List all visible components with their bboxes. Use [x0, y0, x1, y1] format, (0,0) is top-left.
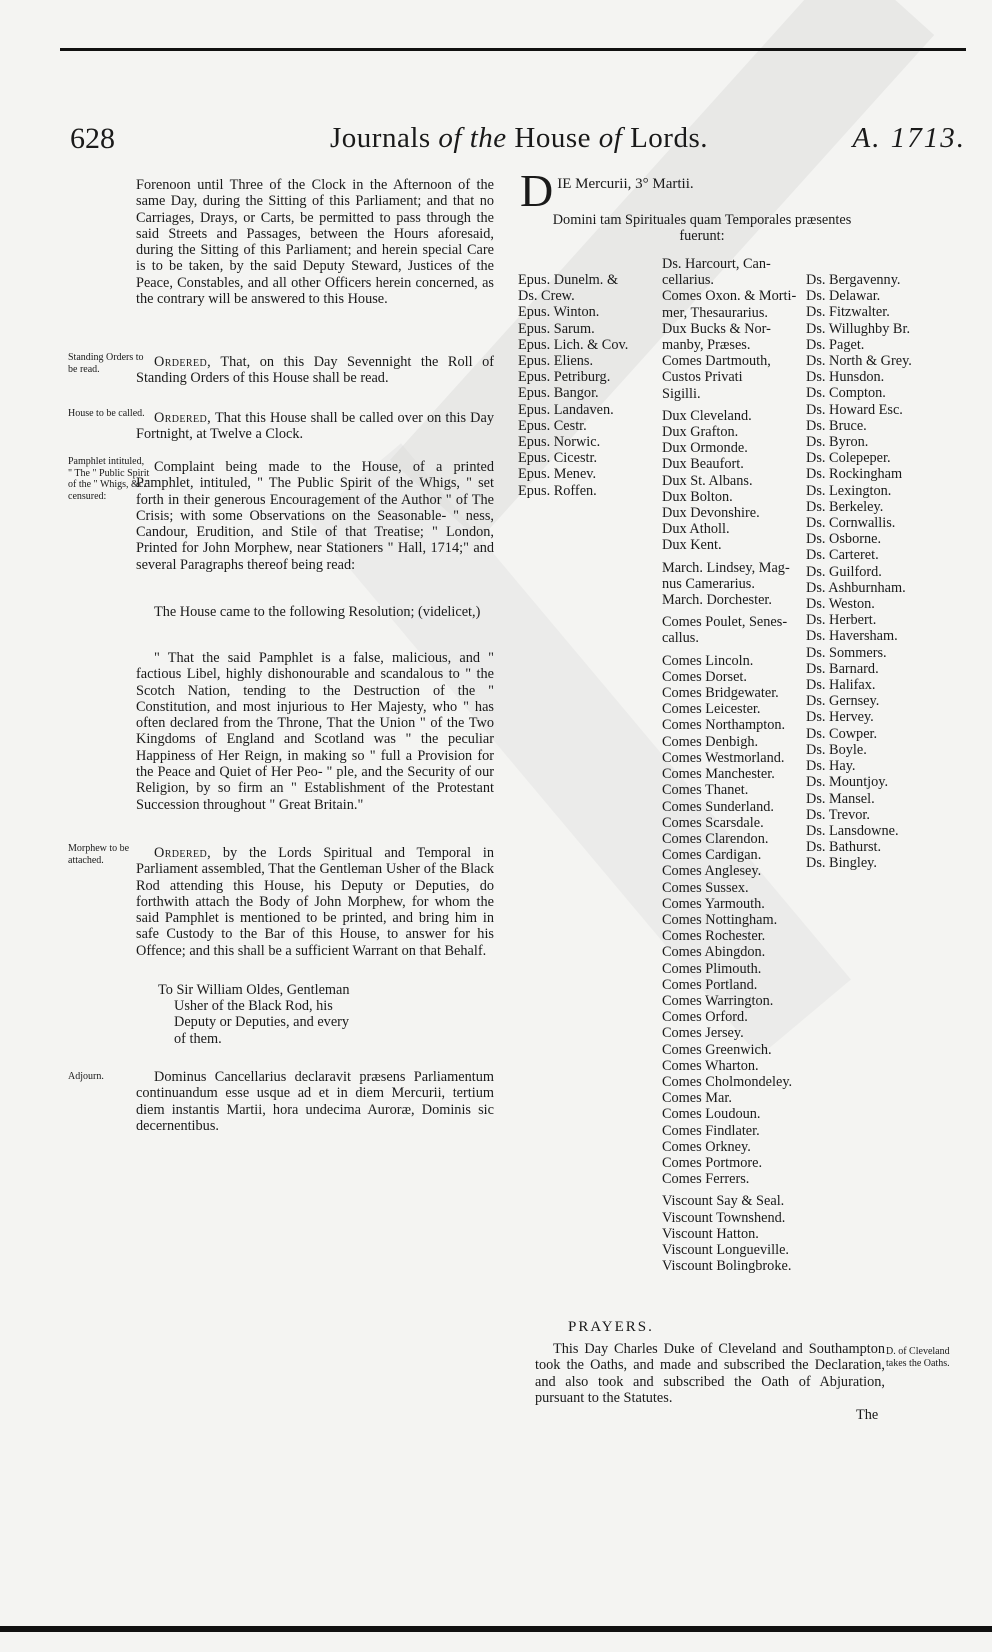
- temporal-lord-entry: Comes Dartmouth,: [662, 353, 771, 370]
- bishop-entry: Epus. Sarum.: [518, 320, 595, 337]
- bishop-entry: Epus. Eliens.: [518, 353, 594, 370]
- temporal-lord-entry: cellarius.: [662, 272, 715, 289]
- temporal-lord-entry: Comes Dorset.: [662, 668, 747, 685]
- temporal-lord-entry: Comes Loudoun.: [662, 1106, 761, 1123]
- bishop-entry: Epus. Roffen.: [518, 482, 597, 499]
- top-rule: [60, 48, 966, 51]
- baron-entry: Ds. Ashburnham.: [806, 579, 906, 596]
- temporal-lord-entry: Comes Portland.: [662, 976, 758, 993]
- temporal-lord-entry: Comes Greenwich.: [662, 1041, 772, 1058]
- journal-title: Journals of the House of Lords.: [330, 122, 709, 154]
- temporal-lord-entry: Comes Anglesey.: [662, 863, 762, 880]
- standing-orders-paragraph: Ordered, That, on this Day Sevennight the Roll of Standing Orders of this House shall be read.: [136, 354, 494, 387]
- bishop-entry: Epus. Landaven.: [518, 401, 614, 418]
- margin-note-standing-orders: Standing Orders to be read.: [68, 352, 144, 375]
- baron-entry: Ds. Bathurst.: [806, 839, 882, 856]
- temporal-lord-entry: Dux Devonshire.: [662, 505, 760, 522]
- baron-entry: Ds. Rockingham: [806, 466, 903, 483]
- temporal-lord-entry: Comes Thanet.: [662, 782, 749, 799]
- margin-note-house-called: House to be called.: [68, 408, 145, 419]
- temporal-lord-entry: Viscount Say & Seal.: [662, 1193, 785, 1210]
- temporal-lord-entry: Sigilli.: [662, 385, 701, 402]
- bishop-entry: Epus. Dunelm. &: [518, 272, 619, 288]
- baron-entry: Ds. Lexington.: [806, 482, 892, 499]
- baron-entry: Ds. Herbert.: [806, 612, 877, 629]
- temporal-lord-entry: Viscount Longueville.: [662, 1241, 789, 1258]
- temporal-lord-entry: Comes Leicester.: [662, 701, 761, 718]
- temporal-lord-entry: March. Lindsey, Mag-: [662, 559, 790, 576]
- temporal-lord-entry: Custos Privati: [662, 369, 743, 386]
- bishop-entry: Epus. Norwic.: [518, 434, 601, 451]
- temporal-lord-entry: Dux Bucks & Nor-: [662, 320, 771, 337]
- temporal-lord-entry: Comes Nottingham.: [662, 911, 778, 928]
- date-heading: D IE Mercurii, 3° Martii.: [520, 165, 694, 216]
- temporal-lord-entry: Viscount Townshend.: [662, 1209, 786, 1226]
- temporal-lord-entry: Viscount Hatton.: [662, 1225, 759, 1242]
- baron-entry: Ds. North & Grey.: [806, 353, 912, 370]
- adjourn-paragraph: Dominus Cancellarius declaravit præsens Parliamentum continuandum esse usque ad et in diem Mercurii, tertium diem instantis Martii, hora undecima Auroræ, Dominis sic decernentibus.: [136, 1069, 494, 1134]
- temporal-lord-entry: Comes Poulet, Senes-: [662, 614, 788, 631]
- temporal-lord-entry: Dux Ormonde.: [662, 440, 748, 457]
- baron-entry: Ds. Howard Esc.: [806, 401, 903, 418]
- temporal-lord-entry: Dux Grafton.: [662, 424, 739, 441]
- bishop-entry: Epus. Cicestr.: [518, 450, 598, 467]
- temporal-lords-list: [662, 256, 796, 1274]
- temporal-lord-entry: Comes Lincoln.: [662, 652, 754, 669]
- temporal-lord-entry: Dux Beaufort.: [662, 456, 744, 473]
- temporal-lord-entry: Comes Orkney.: [662, 1138, 751, 1155]
- temporal-lord-entry: Comes Cardigan.: [662, 847, 762, 864]
- baron-entry: Ds. Mansel.: [806, 790, 875, 807]
- margin-note-pamphlet: Pamphlet intituled, " The " Public Spirit of the " Whigs, &c." censured:: [68, 456, 150, 502]
- house-called-paragraph: Ordered, That this House shall be called over on this Day Fortnight, at Twelve a Clock.: [136, 410, 494, 443]
- baron-entry: Ds. Cowper.: [806, 725, 878, 742]
- temporal-lord-entry: Comes Bridgewater.: [662, 685, 779, 702]
- baron-entry: Ds. Fitzwalter.: [806, 304, 890, 321]
- baron-entry: Ds. Paget.: [806, 336, 865, 353]
- baron-entry: Ds. Guilford.: [806, 563, 882, 580]
- margin-note-morphew: Morphew to be attached.: [68, 843, 130, 866]
- resolution-quote: " That the said Pamphlet is a false, malicious, and " factious Libel, highly dishonourable and scandalous to " the Scotch Nation, tending to the Destruction of the " Constitution, and most injurious to Her Majesty, who " has often declared from the Throne, That the Union " of the Two Kingdoms of England and Scotland was " the peculiar Happiness of Her Reign, in making so " full a Provision for the Peace and Quiet of Her Peo- " ple, and the Security of our Religion, by so firm an " Establishment of the Protestant Succession throughout " Great Britain.": [136, 650, 494, 813]
- baron-entry: Ds. Bergavenny.: [806, 272, 901, 288]
- baron-entry: Ds. Osborne.: [806, 531, 882, 548]
- temporal-lord-entry: Comes Portmore.: [662, 1154, 763, 1171]
- baron-entry: Ds. Hunsdon.: [806, 369, 885, 386]
- year: A. 1713.: [852, 122, 966, 154]
- baron-entry: Ds. Gernsey.: [806, 693, 880, 710]
- cleveland-paragraph: This Day Charles Duke of Cleveland and Southampton took the Oaths, and made and subscribed the Declaration, and also took and subscribed the Oath of Abjuration, pursuant to the Statutes.: [535, 1341, 885, 1406]
- baron-entry: Ds. Bingley.: [806, 855, 877, 872]
- baron-entry: Ds. Hay.: [806, 758, 856, 775]
- temporal-lord-entry: manby, Præses.: [662, 337, 751, 354]
- bishops-list: [518, 272, 628, 499]
- baron-entry: Ds. Halifax.: [806, 677, 876, 694]
- page-header: [60, 118, 966, 162]
- prayers-heading: PRAYERS.: [568, 1319, 654, 1335]
- temporal-lord-entry: Comes Abingdon.: [662, 944, 766, 961]
- temporal-lord-entry: Comes Sunderland.: [662, 798, 774, 815]
- baron-entry: Ds. Sommers.: [806, 644, 887, 661]
- temporal-lord-entry: Comes Rochester.: [662, 928, 766, 945]
- temporal-lord-entry: Ds. Harcourt, Can-: [662, 256, 771, 272]
- resolution-paragraph: The House came to the following Resolution; (videlicet,): [154, 604, 481, 620]
- baron-entry: Ds. Carteret.: [806, 547, 879, 564]
- temporal-lord-entry: Dux Atholl.: [662, 521, 730, 538]
- temporal-lord-entry: Comes Northampton.: [662, 717, 786, 734]
- bishop-entry: Epus. Petriburg.: [518, 369, 611, 386]
- baron-entry: Ds. Mountjoy.: [806, 774, 889, 791]
- temporal-lord-entry: Comes Denbigh.: [662, 733, 759, 750]
- page-number: 628: [70, 122, 115, 155]
- temporal-lord-entry: Comes Warrington.: [662, 992, 774, 1009]
- baron-entry: Ds. Berkeley.: [806, 498, 884, 515]
- bishop-entry: Epus. Winton.: [518, 304, 600, 321]
- morphew-order-paragraph: Ordered, by the Lords Spiritual and Temporal in Parliament assembled, That the Gentleman Usher of the Black Rod attending this House, his Deputy or Deputies, do forthwith attach the Body of John Morphew, for whom the said Pamphlet is mentioned to be printed, and bring him in safe Custody to the Bar of this House, to answer for his Offence; and this shall be a sufficient Warrant on that Behalf.: [136, 845, 494, 959]
- bishop-entry: Epus. Cestr.: [518, 417, 587, 434]
- bishop-entry: Epus. Bangor.: [518, 385, 599, 402]
- temporal-lord-entry: Comes Manchester.: [662, 766, 775, 783]
- baron-entry: Ds. Trevor.: [806, 806, 870, 823]
- baron-entry: Ds. Boyle.: [806, 741, 867, 758]
- temporal-lord-entry: March. Dorchester.: [662, 592, 772, 609]
- temporal-lord-entry: Dux St. Albans.: [662, 472, 753, 489]
- temporal-lord-entry: Comes Mar.: [662, 1090, 732, 1107]
- baron-entry: Ds. Colepeper.: [806, 450, 891, 467]
- complaint-paragraph: Complaint being made to the House, of a printed Pamphlet, intituled, " The Public Spirit of the Whigs, " set forth in their generous Encouragement of the Author " of The Crisis; with some Observations on the Seasonable- " ness, Candour, Erudition, and Stile of that Treatise; " London, Printed for John Morphew, near Stationers " Hall, 1714;" and several Paragraphs thereof being read:: [136, 459, 494, 573]
- bishop-entry: Ds. Crew.: [518, 288, 575, 305]
- catchword: The: [856, 1407, 879, 1423]
- temporal-lord-entry: Dux Kent.: [662, 537, 722, 554]
- baron-entry: Ds. Delawar.: [806, 288, 881, 305]
- continuation-paragraph: Forenoon until Three of the Clock in the Afternoon of the same Day, during the Sitting of this Parliament; and that no Carriages, Drays, or Carts, be permitted to pass through the said Streets and Passages, between the Hours aforesaid, during the Sitting of this Parliament; and herein special Care is to be taken, by the said Deputy Steward, Justices of the Peace, Constables, and all other Officers herein concerned, as the contrary will be answered to this House.: [136, 177, 494, 308]
- temporal-lord-entry: Viscount Bolingbroke.: [662, 1258, 792, 1275]
- temporal-lord-entry: Comes Plimouth.: [662, 960, 762, 977]
- baron-entry: Ds. Barnard.: [806, 660, 879, 677]
- baron-entry: Ds. Haversham.: [806, 628, 898, 645]
- temporal-lord-entry: Comes Yarmouth.: [662, 895, 765, 912]
- drop-cap: D: [520, 165, 554, 216]
- baron-entry: Ds. Cornwallis.: [806, 515, 896, 532]
- present-heading: Domini tam Spirituales quam Temporales præsentes fuerunt:: [552, 212, 852, 245]
- temporal-lord-entry: Comes Orford.: [662, 1009, 748, 1026]
- temporal-lord-entry: Comes Findlater.: [662, 1122, 760, 1139]
- warrant-address: To Sir William Oldes, Gentleman Usher of the Black Rod, his Deputy or Deputies, and every of them.: [158, 982, 350, 1047]
- temporal-lord-entry: Comes Scarsdale.: [662, 814, 764, 831]
- temporal-lord-entry: Comes Ferrers.: [662, 1171, 750, 1188]
- temporal-lord-entry: Dux Bolton.: [662, 488, 733, 505]
- margin-note-cleveland: D. of Cleveland takes the Oaths.: [886, 1346, 950, 1369]
- baron-entry: Ds. Hervey.: [806, 709, 874, 726]
- baron-entry: Ds. Bruce.: [806, 417, 867, 434]
- baron-entry: Ds. Compton.: [806, 385, 886, 402]
- bishop-entry: Epus. Lich. & Cov.: [518, 336, 629, 353]
- baron-entry: Ds. Willughby Br.: [806, 320, 911, 337]
- temporal-lord-entry: Comes Cholmondeley.: [662, 1073, 793, 1090]
- temporal-lord-entry: nus Camerarius.: [662, 575, 755, 592]
- temporal-lord-entry: Comes Clarendon.: [662, 830, 769, 847]
- temporal-lord-entry: Comes Jersey.: [662, 1025, 744, 1042]
- temporal-lord-entry: Dux Cleveland.: [662, 407, 752, 424]
- temporal-lord-entry: callus.: [662, 630, 699, 647]
- bottom-rule: [0, 1626, 992, 1632]
- temporal-lord-entry: Comes Oxon. & Morti-: [662, 288, 797, 305]
- baron-entry: Ds. Weston.: [806, 596, 875, 613]
- baron-entry: Ds. Byron.: [806, 434, 869, 451]
- temporal-lord-entry: mer, Thesaurarius.: [662, 304, 768, 321]
- barons-list: [806, 272, 912, 872]
- margin-note-adjourn: Adjourn.: [68, 1071, 104, 1082]
- bishop-entry: Epus. Menev.: [518, 466, 597, 483]
- baron-entry: Ds. Lansdowne.: [806, 822, 899, 839]
- temporal-lord-entry: Comes Wharton.: [662, 1057, 759, 1074]
- temporal-lord-entry: Comes Westmorland.: [662, 749, 785, 766]
- temporal-lord-entry: Comes Sussex.: [662, 879, 749, 896]
